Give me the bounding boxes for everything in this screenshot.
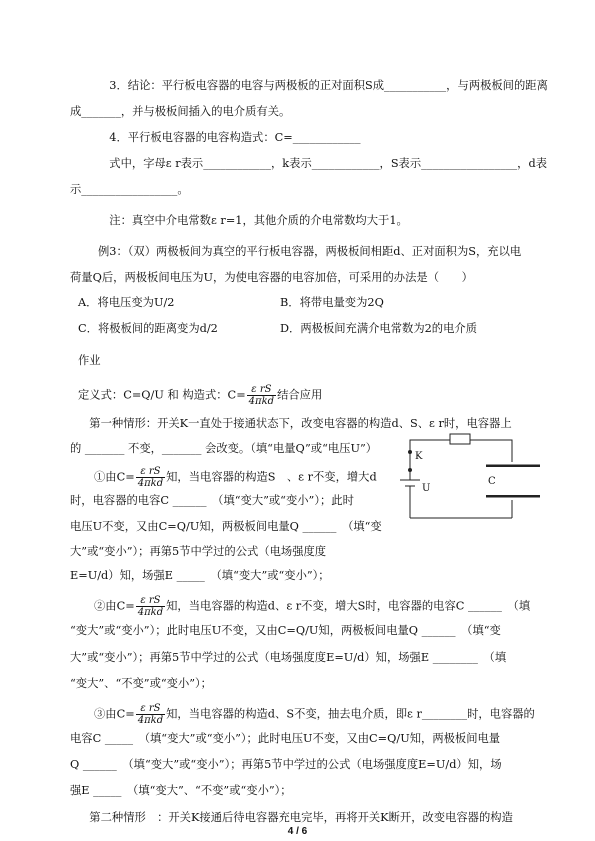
- fraction-denominator: 4πkd: [137, 478, 164, 489]
- case2-line-1: 第二种情形 ：开关K接通后待电容器充电完毕，再将开关K断开，改变电容器的构造: [78, 811, 513, 824]
- conclusion-line-2: 成_______，并与极板间插入的电介质有关。: [70, 105, 291, 118]
- case1-item1-line-1: [94, 466, 377, 489]
- case1-item3-line-3: Q ______ （填“变大”或“变小”）；再第5节中学过的公式（电场强度度E=U/d）知，场: [70, 758, 502, 771]
- capacitor-plate-bottom-fill: [486, 495, 540, 497]
- case1-item1-line-3: 电压U不变，又由C=Q/U知，两极板间电量Q ______ （填“变: [70, 520, 382, 533]
- item2-text: 知，当电容器的构造d、ε r不变，增大S时，电容器的电容C ______ （填: [166, 599, 531, 613]
- capacitance-fraction: [136, 595, 165, 618]
- fraction-numerator: ε rS: [247, 384, 276, 396]
- switch-contact-top: [408, 450, 412, 454]
- case1-item2-line-4: “变大”、“不变”或“变小”）；: [70, 677, 212, 690]
- fraction-denominator: 4πkd: [248, 396, 275, 407]
- option-c: C．将极板间的距离变为d/2: [78, 322, 218, 335]
- case1-item2-line-1: [94, 595, 530, 618]
- conclusion-line-1: 3．结论：平行板电容器的电容与两极板的正对面积S成___________，与两极板间的距离: [98, 79, 548, 92]
- option-b: B．将带电量变为2Q: [280, 296, 384, 309]
- example-line-2: 荷量Q后，两极板间电压为U，为使电容器的电容加倍，可采用的办法是（ ）: [70, 271, 473, 284]
- battery-label: U: [422, 483, 431, 494]
- capacitance-fraction: [136, 703, 165, 726]
- fraction-numerator: ε rS: [136, 595, 165, 607]
- switch-label: K: [415, 451, 423, 462]
- wire-top-right: [470, 440, 512, 462]
- capacitance-fraction: [136, 466, 165, 489]
- example-line-1: 例3：（双）两极板间为真空的平行板电容器，两极板间相距d、正对面积为S，充以电: [98, 245, 522, 258]
- case1-item3-line-2: 电容C _____ （填“变大”或“变小”）；此时电压U不变，又由C=Q/U知，两极板间电量: [70, 732, 501, 745]
- case1-item3-line-4: 强E _____ （填“变大”、“不变”或“变小”）；: [70, 784, 292, 797]
- case1-item1-line-4: 大”或“变小”）；再第5节中学过的公式（电场强度度: [70, 545, 327, 558]
- item1-prefix: ①由C=: [94, 470, 135, 484]
- fraction-denominator: 4πkd: [137, 715, 164, 726]
- case1-item2-line-3: 大”或“变小”）；再第5节中学过的公式（电场强度度E=U/d）知，场强E ________ （填: [70, 651, 507, 664]
- option-d: D．两极板间充满介电常数为2的电介质: [280, 322, 477, 335]
- definition-line: [78, 384, 322, 407]
- item3-text: 知，当电容器的构造d、S不变，抽去电介质，即ε r________时，电容器的: [166, 707, 535, 721]
- case1-item1-line-2: 时，电容器的电容C ______ （填“变大”或“变小”）；此时: [70, 494, 354, 507]
- symbols-line-2: 示_________________。: [70, 183, 189, 196]
- capacitor-label: C: [488, 476, 496, 487]
- fraction-denominator: 4πkd: [137, 607, 164, 618]
- item3-prefix: ③由C=: [94, 707, 135, 721]
- case1-item3-line-1: [94, 703, 535, 726]
- definition-tail: 结合应用: [277, 388, 323, 402]
- item1-text: 知，当电容器的构造S 、ε r不变，增大d: [166, 470, 377, 484]
- capacitance-fraction: [247, 384, 276, 407]
- definition-text: 定义式：C=Q/U 和 构造式：C=: [78, 388, 246, 402]
- note-line: 注：真空中介电常数ε r=1，其他介质的介电常数均大于1。: [98, 214, 408, 227]
- fraction-numerator: ε rS: [136, 466, 165, 478]
- item2-prefix: ②由C=: [94, 599, 135, 613]
- option-a: A．将电压变为U/2: [78, 296, 175, 309]
- symbols-line-1: 式中，字母ε r表示____________，k表示____________，S表示_________________，d表: [98, 157, 547, 170]
- wire-top: [410, 440, 450, 452]
- formula-line: 4．平行板电容器的电容构造式：C=____________: [98, 131, 361, 144]
- case1-item2-line-2: “变大”或“变小”）；此时电压U不变，又由C=Q/U知，两极板间电量Q ______ （填“变: [70, 624, 501, 637]
- switch-contact-bottom: [408, 468, 412, 472]
- fraction-numerator: ε rS: [136, 703, 165, 715]
- resistor-icon: [450, 434, 470, 444]
- case1-item1-line-5: E=U/d）知，场强E _____ （填“变大”或“变小”）；: [70, 569, 330, 582]
- page-number: 4 / 6: [287, 826, 308, 837]
- case1-line-2: 的 _______ 不变，_______ 会改变。（填“电量Q”或“电压U”）: [70, 442, 378, 455]
- case1-line-1: 第一种情形：开关K一直处于接通状态下，改变电容器的构造d、S、ε r时，电容器上: [78, 417, 512, 430]
- capacitor-plate-top-fill: [486, 465, 540, 467]
- homework-heading: 作业: [78, 354, 101, 367]
